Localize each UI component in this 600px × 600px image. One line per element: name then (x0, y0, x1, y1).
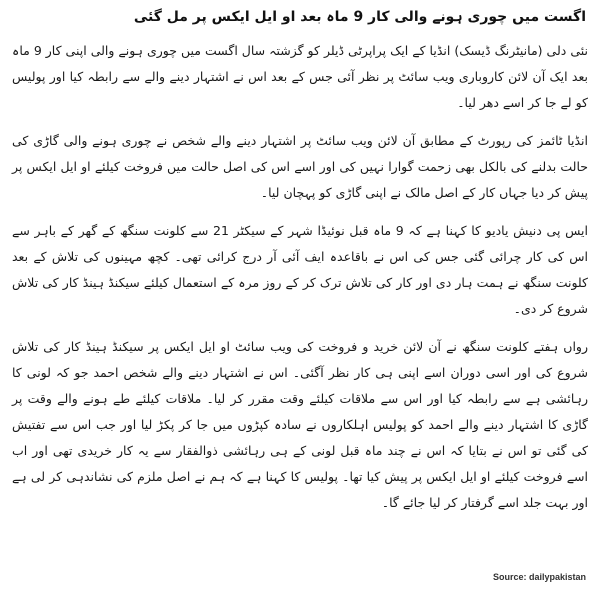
article-headline: اگست میں چوری ہونے والی کار 9 ماہ بعد او ایل ایکس پر مل گئی (133, 9, 586, 25)
article-paragraph-2: انڈیا ٹائمز کی رپورٹ کے مطابق آن لائن ویب سائٹ پر اشتہار دینے والے شخص نے چوری ہونے والی گاڑی کی حالت بدلنے کی بالکل بھی زحمت گوارا نہیں کی اور اسے اس کی اصل حالت میں فروخت کیلئے او ایل ایکس پر پیش کر دیا جہاں کار کے اصل مالک نے اپنی گاڑی کو پہچان لیا۔ (12, 133, 588, 200)
article-paragraph-1: نئی دلی (مانیٹرنگ ڈیسک) انڈیا کے ایک پراپرٹی ڈیلر کو گزشتہ سال اگست میں چوری ہونے والی اپنی کار 9 ماہ بعد ایک آن لائن کاروباری ویب سائٹ پر نظر آئی جس کے بعد اس نے اشتہار دینے والے سے رابطہ کیا اور پولیس کو لے جا کر اسے دھر لیا۔ (12, 43, 588, 110)
source-credit: Source: dailypakistan (492, 572, 586, 582)
article-paragraph-4: رواں ہفتے کلونت سنگھ نے آن لائن خرید و فروخت کی ویب سائٹ او ایل ایکس پر سیکنڈ ہینڈ کار کی تلاش شروع کی اور اسی دوران اسے اپنی ہی کار نظر آگئی۔ اس نے اشتہار دینے والے شخص احمد جو کہ لونی کا رہائشی ہے سے رابطہ کیا اور اس سے ملاقات کیلئے وقت مقرر کر لیا۔ ملاقات کیلئے طے ہونے والے وقت پر گاڑی کا اشتہار دینے والے احمد کو پولیس اہلکاروں نے سادہ کپڑوں میں جا کر پکڑ لیا اور جب اس سے تفتیش کی گئی تو اس نے بتایا کہ اس نے چند ماہ قبل لونی کے ہی رہائشی ذوالفقار سے یہ کار خریدی تھی اور اب اسے فروخت کیلئے او ایل ایکس پر پیش کیا تھا۔ پولیس کا کہنا ہے کہ ہم نے اصل ملزم کی نشاندہی کر لی ہے اور بہت جلد اسے گرفتار کر لیا جائے گا۔ (12, 339, 588, 510)
article-paragraph-3: ایس پی دنیش یادیو کا کہنا ہے کہ 9 ماہ قبل نوئیڈا شہر کے سیکٹر 21 سے کلونت سنگھ کے گھر کے باہر سے اس کی کار چرائی گئی جس کی اس نے باقاعدہ ایف آئی آر درج کرائی تھی۔ کچھ مہینوں کی تلاش کے بعد کلونت سنگھ نے ہمت ہار دی اور کار کی تلاش ترک کر کے روز مرہ کے استعمال کیلئے سیکنڈ ہینڈ کار کی تلاش شروع کر دی۔ (12, 223, 588, 316)
